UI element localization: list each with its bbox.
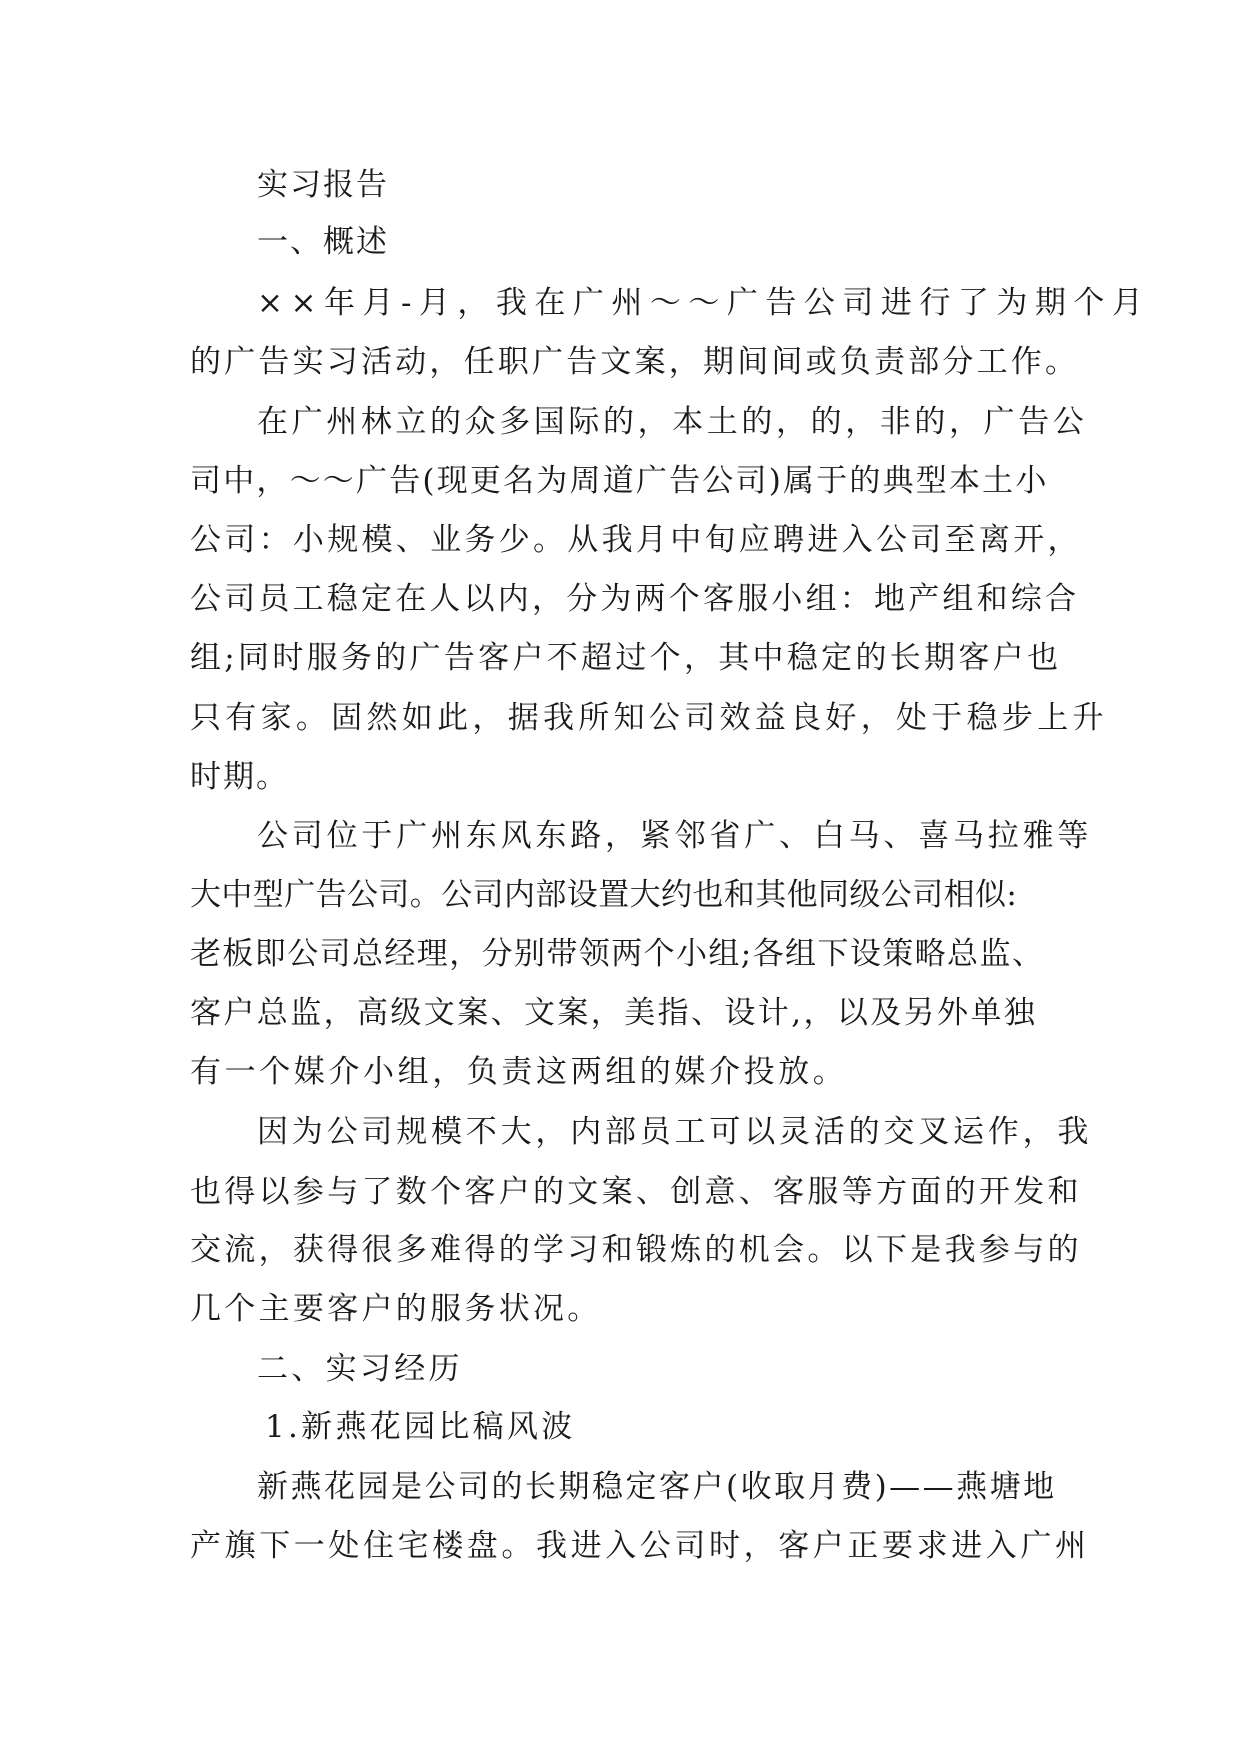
text-line: 产旗下一处住宅楼盘。我进入公司时，客户正要求进入广州: [190, 1528, 1090, 1564]
text-line: 老板即公司总经理，分别带领两个小组;各组下设策略总监、: [190, 936, 1045, 972]
text-line: 也得以参与了数个客户的文案、创意、客服等方面的开发和: [190, 1174, 1082, 1210]
section-heading-experience: 二、实习经历: [257, 1351, 463, 1387]
text-line: 时期。: [190, 759, 289, 795]
text-line: 组;同时服务的广告客户不超过个，其中稳定的长期客户也: [190, 640, 1062, 676]
text-line: ××年月-月，我在广州～～广告公司进行了为期个月: [257, 285, 1151, 321]
text-line: 客户总监，高级文案、文案，美指、设计,，以及另外单独: [190, 995, 1038, 1031]
text-line: 公司员工稳定在人以内，分为两个客服小组：地产组和综合: [190, 581, 1080, 617]
text-line: 的广告实习活动，任职广告文案，期间间或负责部分工作。: [190, 344, 1080, 380]
text-line: 交流，获得很多难得的学习和锻炼的机会。以下是我参与的: [190, 1232, 1082, 1268]
text-line: 新燕花园是公司的长期稳定客户(收取月费)——燕塘地: [257, 1469, 1057, 1505]
text-line: 因为公司规模不大，内部员工可以灵活的交叉运作，我: [257, 1114, 1093, 1150]
text-line: 只有家。固然如此，据我所知公司效益良好，处于稳步上升: [190, 700, 1108, 736]
text-line: 在广州林立的众多国际的，本土的，的，非的，广告公: [257, 404, 1088, 440]
text-line: 公司位于广州东风东路，紧邻省广、白马、喜马拉雅等: [257, 818, 1093, 854]
text-line: 几个主要客户的服务状况。: [190, 1291, 602, 1327]
text-line: 公司：小规模、业务少。从我月中旬应聘进入公司至离开，: [190, 522, 1082, 558]
text-line: 司中，～～广告(现更名为周道广告公司)属于的典型本土小: [190, 463, 1049, 499]
section-heading-overview: 一、概述: [257, 224, 389, 260]
text-line: 有一个媒介小组，负责这两组的媒介投放。: [190, 1054, 848, 1090]
text-line: 大中型广告公司。公司内部设置大约也和其他同级公司相似:: [190, 877, 1018, 913]
subsection-heading: 1.新燕花园比稿风波: [265, 1409, 576, 1445]
document-title: 实习报告: [257, 167, 389, 203]
